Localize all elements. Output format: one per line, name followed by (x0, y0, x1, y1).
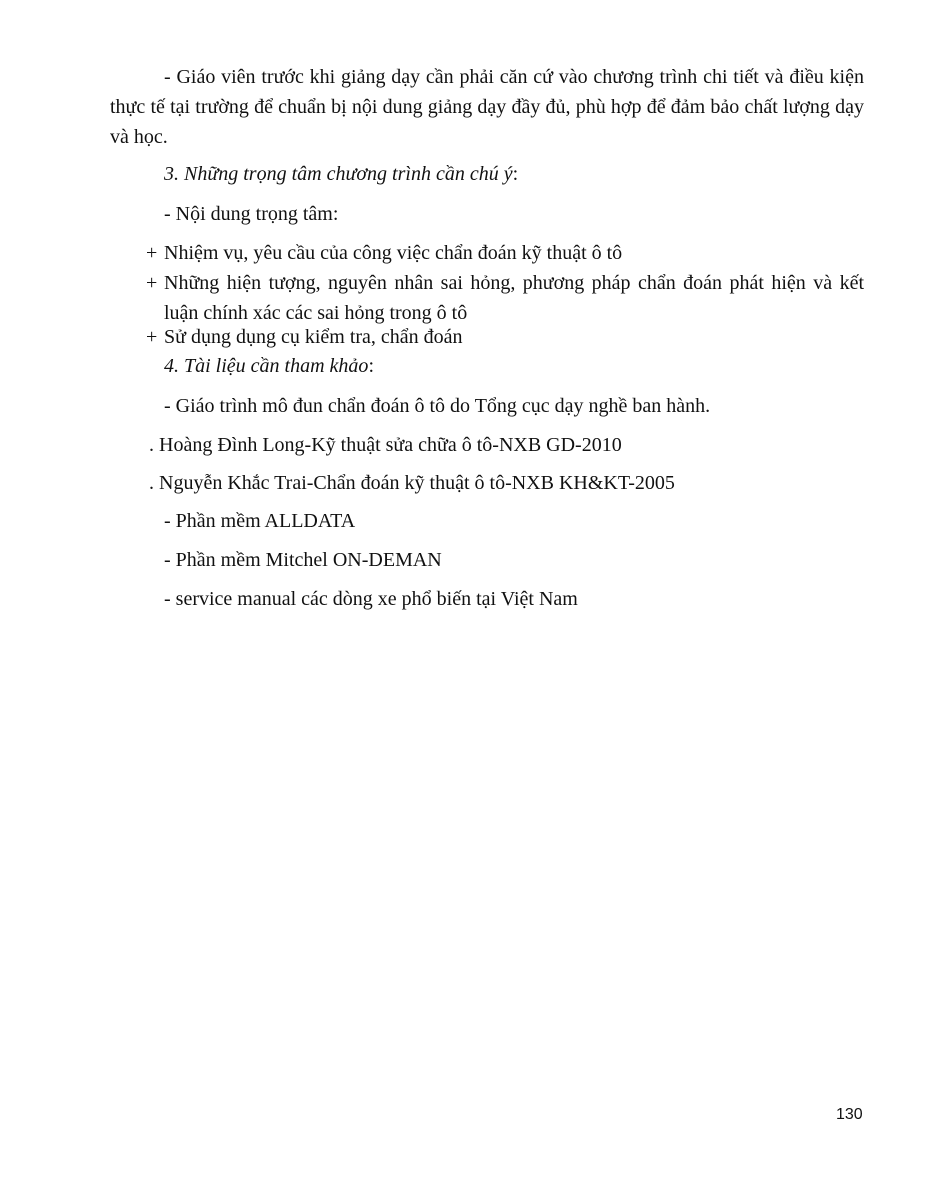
bullet-text-2: Những hiện tượng, nguyên nhân sai hỏng, phương pháp chẩn đoán phát hiện và kết luận chính xác các sai hỏng trong ô tô (164, 272, 864, 324)
section-4-heading-colon: : (368, 355, 374, 377)
reference-item-6: - service manual các dòng xe phổ biến tại Việt Nam (164, 588, 578, 610)
section-3-heading-text: 3. Những trọng tâm chương trình cần chú ý (164, 163, 513, 185)
reference-item-5: - Phần mềm Mitchel ON-DEMAN (164, 549, 442, 571)
plus-bullet-icon: + (146, 326, 158, 348)
reference-item-1: - Giáo trình mô đun chẩn đoán ô tô do Tổng cục dạy nghề ban hành. (164, 395, 711, 417)
content-label: - Nội dung trọng tâm: (164, 203, 339, 225)
reference-item-2: . Hoàng Đình Long-Kỹ thuật sửa chữa ô tô-NXB GD-2010 (149, 434, 622, 456)
plus-bullet-icon: + (146, 272, 158, 294)
bullet-text-3: Sử dụng dụng cụ kiểm tra, chẩn đoán (164, 326, 463, 348)
intro-paragraph: - Giáo viên trước khi giảng dạy cần phải căn cứ vào chương trình chi tiết và điều kiện thực tế tại trường để chuẩn bị nội dung giảng dạy đầy đủ, phù hợp để đảm bảo chất lượng dạy và học. (110, 66, 864, 148)
page-number: 130 (836, 1106, 863, 1123)
section-4-heading-text: 4. Tài liệu cần tham khảo (164, 355, 369, 377)
bullet-text-1: Nhiệm vụ, yêu cầu của công việc chẩn đoán kỹ thuật ô tô (164, 242, 623, 264)
section-3-heading (164, 159, 518, 189)
section-4-heading (164, 351, 374, 381)
bullet-item-3 (146, 322, 864, 352)
bullet-item-2 (146, 268, 864, 328)
reference-item-4: - Phần mềm ALLDATA (164, 510, 356, 532)
bullet-item-1 (146, 238, 864, 268)
plus-bullet-icon: + (146, 242, 158, 264)
reference-item-3: . Nguyễn Khắc Trai-Chẩn đoán kỹ thuật ô tô-NXB KH&KT-2005 (149, 472, 675, 494)
section-3-heading-colon: : (512, 163, 519, 185)
